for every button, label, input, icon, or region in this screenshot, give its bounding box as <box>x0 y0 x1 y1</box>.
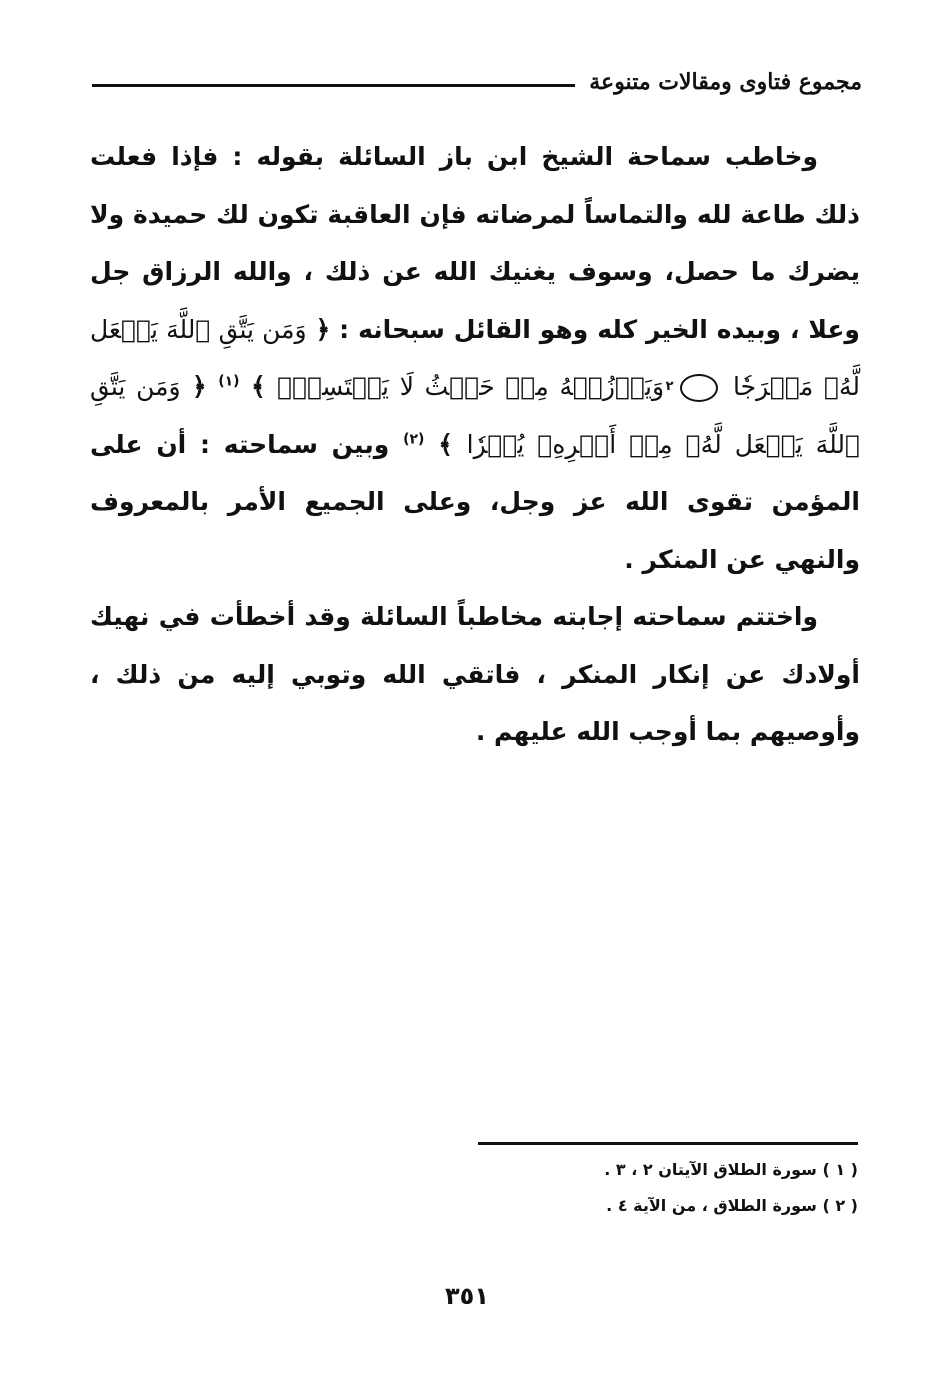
main-text <box>90 128 860 761</box>
quran-verse-1b: وَيَرۡزُقۡهُ مِنۡ حَيۡثُ لَا يَحۡتَسِبُۚ <box>277 372 665 401</box>
paragraph-1-end: وبين سماحته : أن على المؤمن تقوى الله عز وجل، وعلى الجميع الأمر بالمعروف والنهي عن المنكر . <box>90 429 860 574</box>
quran-bracket-close: ﴾ <box>251 372 266 401</box>
quran-bracket-open-2: ﴿ <box>192 372 207 401</box>
footnotes <box>480 1152 858 1224</box>
quran-verse-2: وَمَن يَتَّقِ ٱللَّهَ يَجۡعَل لَّهُۥ مِنۡ أَمۡرِهِۦ يُسۡرٗا <box>90 372 860 459</box>
footnote-rule <box>478 1142 858 1145</box>
paragraph-1-text: فإذا فعلت ذلك طاعة لله والتماساً لمرضاته فإن العاقبة تكون لك حميدة ولا يضرك ما حصل، وسوف يغنيك الله عن ذلك ، والله الرزاق جل وعلا ، وبيده الخير كله وهو القائل سبحانه : <box>90 142 860 344</box>
quran-bracket-open: ﴿ <box>315 314 331 344</box>
paragraph-1 <box>90 128 860 588</box>
footnote-1: ( ١ ) سورة الطلاق الآيتان ٢ ، ٣ . <box>604 1160 858 1179</box>
ayah-number-marker: ٢ <box>680 374 718 402</box>
paragraph-1-intro: وخاطب سماحة الشيخ ابن باز السائلة بقوله : <box>232 142 818 171</box>
footnote-2: ( ٢ ) سورة الطلاق ، من الآية ٤ . <box>606 1196 858 1215</box>
footnote-ref-2: (٢) <box>403 431 425 448</box>
running-header <box>92 62 862 102</box>
quran-bracket-close-2: ﴾ <box>438 429 453 459</box>
page-number: ٣٥١ <box>445 1282 489 1310</box>
paragraph-2: واختتم سماحته إجابته مخاطباً السائلة وقد أخطأت في نهيك أولادك عن إنكار المنكر ، فاتقي الله وتوبي إليه من ذلك ، وأوصيهم بما أوجب الله عليهم . <box>90 602 860 746</box>
quran-verse-1a-text: وَمَن يَتَّقِ ٱللَّهَ يَجۡعَل لَّهُۥ مَخۡرَجٗا <box>90 314 860 401</box>
header-rule <box>92 84 575 87</box>
book-title: مجموع فتاوى ومقالات متنوعة <box>589 69 862 95</box>
footnote-ref-1: (١) <box>218 373 240 390</box>
